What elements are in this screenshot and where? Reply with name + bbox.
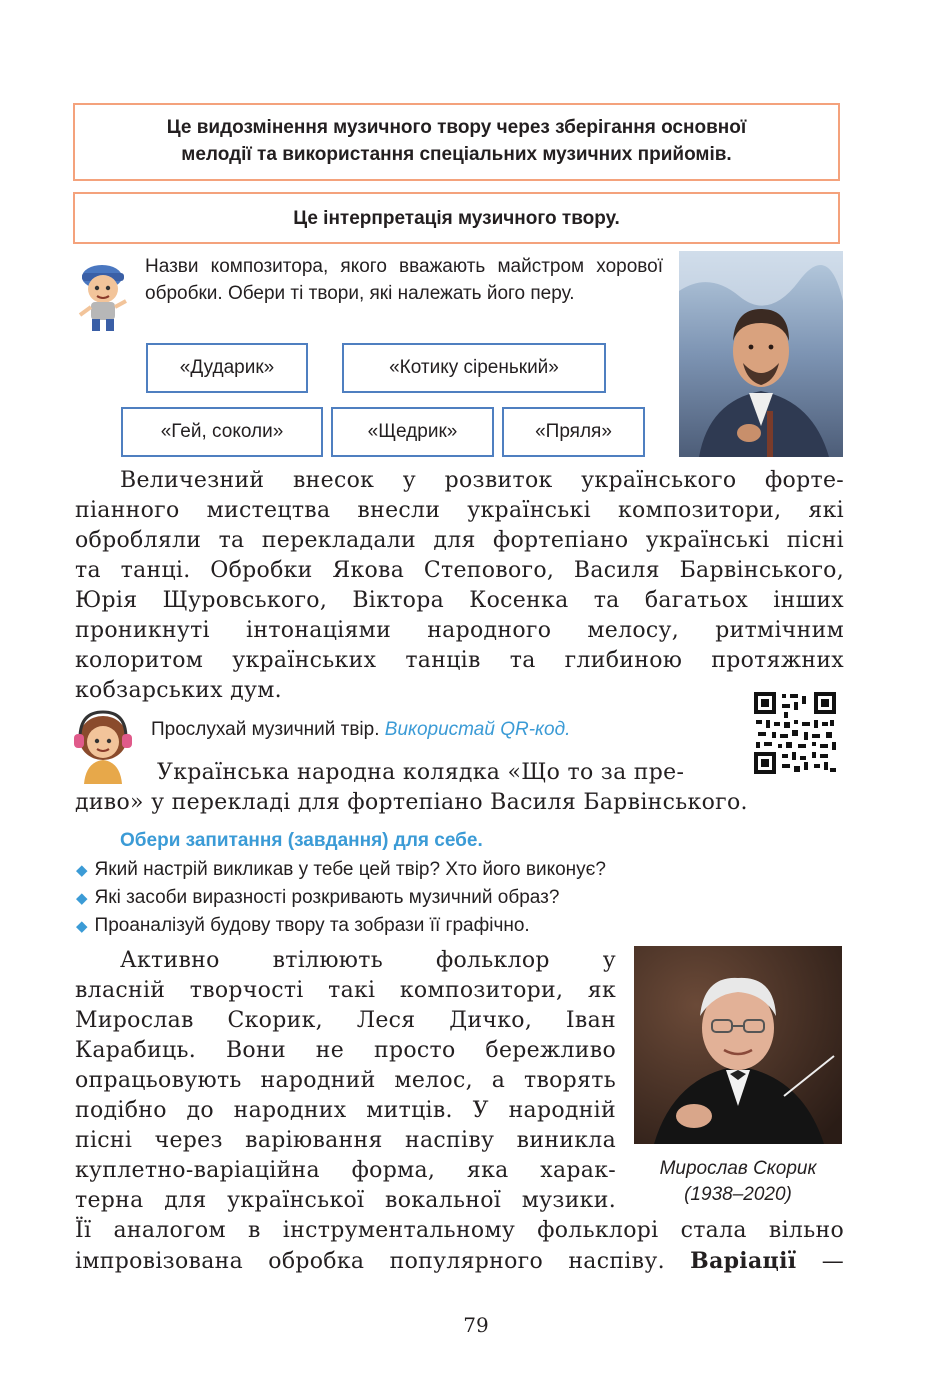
answer-box-1-line2: мелодії та використання спеціальних музичних прийомів. — [181, 144, 732, 165]
answer-box-2[interactable] — [73, 192, 840, 244]
question-text: Які засоби виразності розкривають музичний образ? — [94, 887, 560, 908]
paragraph-2-line: пісні через варіювання наспіву виникла — [75, 1128, 616, 1153]
answer-box-2-text: Це інтерпретація музичного твору. — [293, 208, 620, 229]
paragraph-1-line: кобзарських дум. — [75, 678, 282, 703]
option-dudaryk[interactable] — [146, 343, 308, 393]
questions-heading: Обери запитання (завдання) для себе. — [120, 830, 483, 851]
paragraph-1 — [75, 466, 844, 706]
paragraph-1-line: проникнуті інтонаціями народного мелосу, ритмічним — [75, 618, 844, 643]
task-instruction: Назви композитора, якого вважають майстром хорової обробки. Обери ті твори, які належать його перу. — [145, 256, 663, 304]
option-label: «Пряля» — [535, 421, 612, 442]
question-item[interactable] — [76, 857, 606, 884]
qr-hint-link[interactable]: Використай QR-код. — [384, 719, 571, 740]
question-item[interactable] — [76, 913, 530, 940]
option-pryalia[interactable] — [502, 407, 645, 457]
option-label: «Дударик» — [179, 357, 275, 378]
option-hei-sokoly[interactable] — [121, 407, 323, 457]
composer-portrait-image — [679, 251, 843, 457]
variations-term: Варіації — [690, 1248, 797, 1274]
paragraph-2-line: Мирослав Скорик, Леся Дичко, Іван — [75, 1008, 616, 1033]
diamond-bullet-icon: ◆ — [76, 918, 88, 935]
paragraph-2-continuation — [75, 1216, 844, 1277]
option-label: «Котику сіренький» — [389, 357, 559, 378]
question-text: Проаналізуй будову твору та зобрази її графічно. — [94, 915, 530, 936]
carol-description — [75, 758, 844, 818]
paragraph-1-line: Юрія Щуровського, Віктора Косенка та багатьох інших — [75, 588, 844, 613]
paragraph-2-line: подібно до народних митців. У народній — [75, 1098, 616, 1123]
paragraph-2-line: власній творчості такі композитори, як — [75, 978, 616, 1003]
listen-prompt-text: Прослухай музичний твір. — [151, 719, 380, 740]
paragraph-1-line: піанного мистецтва внесли українські композитори, які — [75, 498, 844, 523]
caption-years: (1938–2020) — [684, 1184, 792, 1205]
paragraph-2-line: Активно втілюють фольклор у — [120, 948, 616, 973]
composer-skoryk-photo — [634, 946, 842, 1144]
paragraph-2-line: Її аналогом в інструментальному фольклорі стала вільно — [75, 1218, 844, 1243]
answer-box-1-line1: Це видозмінення музичного твору через зберігання основної — [166, 117, 747, 138]
option-label: «Гей, соколи» — [160, 421, 284, 442]
paragraph-1-line: колоритом українських танців та глибиною протяжних — [75, 648, 844, 673]
carol-description-line: диво» у перекладі для фортепіано Василя Барвінського. — [75, 790, 748, 815]
diamond-bullet-icon: ◆ — [76, 862, 88, 879]
paragraph-2-last-text: імпровізована обробка популярного наспіву. — [75, 1249, 665, 1274]
answer-box-1[interactable] — [73, 103, 840, 181]
listen-prompt — [151, 719, 570, 741]
paragraph-2-line: опрацьовують народний мелос, а творять — [75, 1068, 616, 1093]
diamond-bullet-icon: ◆ — [76, 890, 88, 907]
carol-description-line: Українська народна колядка «Що то за пре- — [157, 760, 685, 785]
question-text: Який настрій викликав у тебе цей твір? Хто його виконує? — [94, 859, 606, 880]
paragraph-1-line: та танці. Обробки Якова Степового, Василя Барвінського, — [75, 558, 844, 583]
boy-character-icon — [70, 255, 136, 335]
paragraph-2-line: терна для української вокальної музики. — [75, 1188, 616, 1213]
option-shchedryk[interactable] — [331, 407, 494, 457]
paragraph-1-line: обробляли та перекладали для фортепіано українські пісні — [75, 528, 844, 553]
paragraph-1-line: Величезний внесок у розвиток українського форте- — [120, 468, 844, 493]
paragraph-2 — [75, 946, 616, 1216]
page-number: 79 — [463, 1313, 489, 1337]
paragraph-2-last-line — [75, 1246, 844, 1277]
option-label: «Щедрик» — [367, 421, 458, 442]
option-kotyku-sirenkyi[interactable] — [342, 343, 606, 393]
caption-name: Мирослав Скорик — [659, 1158, 817, 1179]
paragraph-2-line: Карабиць. Вони не просто бережливо — [75, 1038, 616, 1063]
photo-caption — [634, 1156, 842, 1208]
question-item[interactable] — [76, 885, 559, 912]
em-dash: — — [821, 1249, 844, 1274]
paragraph-2-line: куплетно-варіаційна форма, яка харак- — [75, 1158, 616, 1183]
